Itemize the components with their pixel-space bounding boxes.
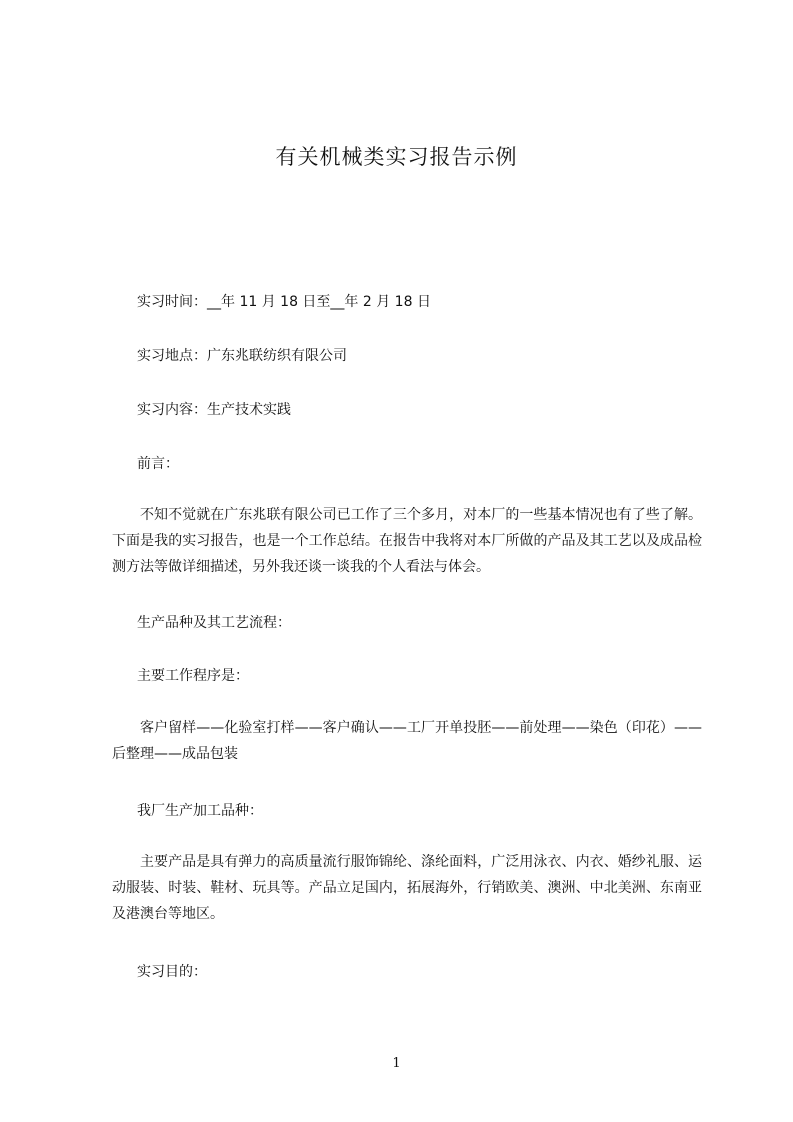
preface-heading: 前言：: [137, 456, 179, 472]
internship-time: 实习时间：__年 11 月 18 日至__年 2 月 18 日: [137, 294, 431, 310]
document-title: 有关机械类实习报告示例: [275, 145, 518, 169]
page-number: 1: [392, 1056, 401, 1071]
purpose-heading: 实习目的：: [137, 964, 207, 980]
internship-content: 实习内容：生产技术实践: [137, 402, 291, 418]
factory-products-heading: 我厂生产加工品种：: [137, 803, 263, 819]
work-procedure-heading: 主要工作程序是：: [137, 668, 249, 684]
products-process-heading: 生产品种及其工艺流程：: [137, 615, 291, 631]
factory-products-paragraph: 主要产品是具有弹力的高质量流行服饰锦纶、涤纶面料，广泛用泳衣、内衣、婚纱礼服、运动服装、时装、鞋材、玩具等。产品立足国内，拓展海外，行销欧美、澳洲、中北美洲、东南亚及港澳台等地区。: [112, 854, 702, 922]
internship-place: 实习地点：广东兆联纺织有限公司: [137, 348, 347, 364]
preface-paragraph: 不知不觉就在广东兆联有限公司已工作了三个多月，对本厂的一些基本情况也有了些了解。下面是我的实习报告，也是一个工作总结。在报告中我将对本厂所做的产品及其工艺以及成品检测方法等做详细描述，另外我还谈一谈我的个人看法与体会。: [112, 507, 702, 575]
work-procedure-paragraph: 客户留样——化验室打样——客户确认——工厂开单投胚——前处理——染色（印花）——后整理——成品包装: [112, 720, 702, 762]
